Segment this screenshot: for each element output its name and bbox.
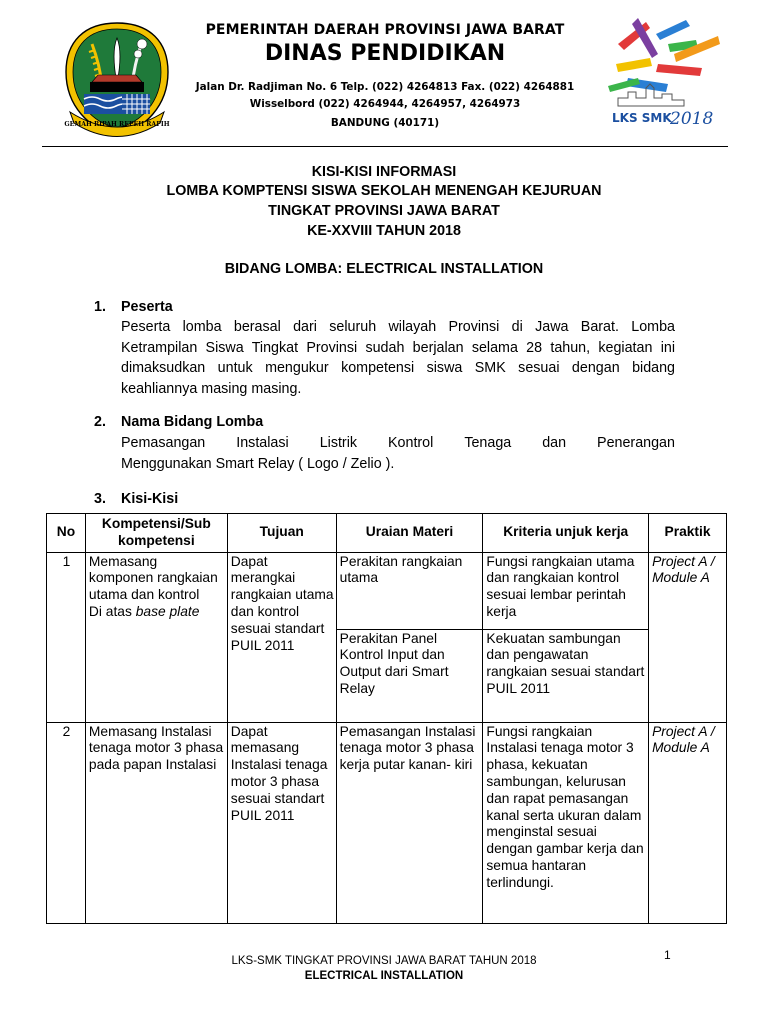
row-2-praktik: Project A / Module A bbox=[649, 722, 727, 923]
paragraph-word: Listrik bbox=[319, 435, 358, 451]
row-2-no: 2 bbox=[47, 722, 86, 923]
doc-title-line1: KISI-KISI INFORMASI bbox=[311, 164, 457, 180]
letterhead-city: BANDUNG (40171) bbox=[330, 117, 440, 129]
header-praktik: Praktik bbox=[649, 514, 727, 553]
jawa-barat-emblem-icon bbox=[62, 20, 172, 138]
paragraph-line: dimaksudkan untuk mengukur kompetensi siswa SMK sesuai dengan bidang bbox=[121, 360, 675, 376]
kompetensi-italic: base plate bbox=[135, 603, 200, 619]
doc-title-line2: LOMBA KOMPTENSI SISWA SEKOLAH MENENGAH KEJURUAN bbox=[166, 183, 602, 199]
paragraph-word: dan bbox=[542, 435, 567, 451]
section-1-paragraph bbox=[121, 317, 675, 399]
section-1-number: 1. bbox=[94, 299, 106, 315]
page-number: 1 bbox=[664, 948, 671, 962]
paragraph-line: Peserta lomba berasal dari seluruh wilayah Provinsi di Jawa Barat. Lomba bbox=[121, 319, 675, 335]
row-1-praktik: Project A / Module A bbox=[649, 552, 727, 722]
row-1-materi-b: Perakitan Panel Kontrol Input dan Output dari Smart Relay bbox=[336, 629, 483, 722]
letterhead-phone: Wisselbord (022) 4264944, 4264957, 4264973 bbox=[249, 98, 521, 110]
row-1-tujuan: Dapat merangkai rangkaian utama dan kontrol sesuai standart PUIL 2011 bbox=[227, 552, 336, 722]
row-2-tujuan: Dapat memasang Instalasi tenaga motor 3 phasa sesuai standart PUIL 2011 bbox=[227, 722, 336, 923]
header-tujuan: Tujuan bbox=[227, 514, 336, 553]
section-1-title: Peserta bbox=[121, 299, 173, 315]
lks-logo-year: 2018 bbox=[670, 109, 714, 129]
kompetensi-text: Memasang komponen rangkaian utama dan kontrol bbox=[88, 553, 218, 603]
paragraph-line: keahliannya masing masing. bbox=[121, 380, 302, 397]
row-2-kompetensi: Memasang Instalasi tenaga motor 3 phasa pada papan Instalasi bbox=[85, 722, 227, 923]
paragraph-word: Tenaga bbox=[464, 435, 512, 451]
doc-title-line4: KE-XXVIII TAHUN 2018 bbox=[307, 223, 461, 239]
row-1-materi-a: Perakitan rangkaian utama bbox=[336, 552, 483, 629]
section-2-paragraph bbox=[121, 433, 675, 474]
header-kompetensi: Kompetensi/Sub kompetensi bbox=[85, 514, 227, 553]
section-3-title: Kisi-Kisi bbox=[121, 491, 179, 507]
row-1-kriteria-b: Kekuatan sambungan dan pengawatan rangkaian sesuai standart PUIL 2011 bbox=[483, 629, 649, 722]
header-uraian-materi: Uraian Materi bbox=[336, 514, 483, 553]
doc-title-line3: TINGKAT PROVINSI JAWA BARAT bbox=[268, 203, 500, 219]
lks-smk-2018-logo-icon bbox=[598, 14, 726, 132]
row-2-materi: Pemasangan Instalasi tenaga motor 3 phasa kerja putar kanan- kiri bbox=[336, 722, 483, 923]
footer-event: LKS-SMK TINGKAT PROVINSI JAWA BARAT TAHUN 2018 bbox=[231, 955, 537, 967]
paragraph-word: Pemasangan bbox=[121, 435, 206, 451]
paragraph-word: Penerangan bbox=[597, 435, 675, 451]
paragraph-word: Kontrol bbox=[388, 435, 434, 451]
header-kriteria: Kriteria unjuk kerja bbox=[483, 514, 649, 553]
paragraph-line: Ketrampilan Siswa Tingkat Provinsi sudah berjalan selama 28 tahun, kegiatan ini bbox=[121, 339, 675, 356]
emblem-motto: GEMAH RIPAH REPEH RAPIH bbox=[64, 121, 170, 128]
header-no: No bbox=[47, 514, 86, 553]
table-row bbox=[47, 552, 727, 629]
table-row bbox=[47, 722, 727, 923]
letterhead-government: PEMERINTAH DAERAH PROVINSI JAWA BARAT bbox=[205, 22, 565, 38]
lks-logo-text: LKS SMK bbox=[612, 111, 672, 125]
letterhead-divider bbox=[42, 146, 728, 147]
letterhead-agency: DINAS PENDIDIKAN bbox=[264, 41, 506, 66]
letterhead-address: Jalan Dr. Radjiman No. 6 Telp. (022) 4264813 Fax. (022) 4264881 bbox=[195, 81, 575, 93]
row-1-kriteria-a: Fungsi rangkaian utama dan rangkaian kontrol sesuai lembar perintah kerja bbox=[483, 552, 649, 629]
kompetensi-prefix: Di atas bbox=[88, 603, 132, 619]
footer-field: ELECTRICAL INSTALLATION bbox=[304, 970, 464, 982]
paragraph-line bbox=[121, 433, 675, 454]
table-header-row bbox=[47, 514, 727, 553]
section-2-number: 2. bbox=[94, 414, 106, 430]
row-1-no: 1 bbox=[47, 552, 86, 722]
kisi-kisi-table bbox=[46, 513, 727, 924]
paragraph-word: Instalasi bbox=[236, 435, 289, 451]
competition-field: BIDANG LOMBA: ELECTRICAL INSTALLATION bbox=[224, 261, 544, 277]
row-2-kriteria: Fungsi rangkaian Instalasi tenaga motor 3 phasa, kekuatan sambungan, kelurusan dan rapat pemasangan kanal serta ukuran dalam menginstal sesuai dengan gambar kerja dan semua hantaran terlindungi. bbox=[483, 722, 649, 923]
section-2-title: Nama Bidang Lomba bbox=[121, 414, 264, 430]
row-1-kompetensi bbox=[85, 552, 227, 722]
paragraph-line: Menggunakan Smart Relay ( Logo / Zelio ). bbox=[121, 455, 395, 472]
section-3-number: 3. bbox=[94, 491, 106, 507]
